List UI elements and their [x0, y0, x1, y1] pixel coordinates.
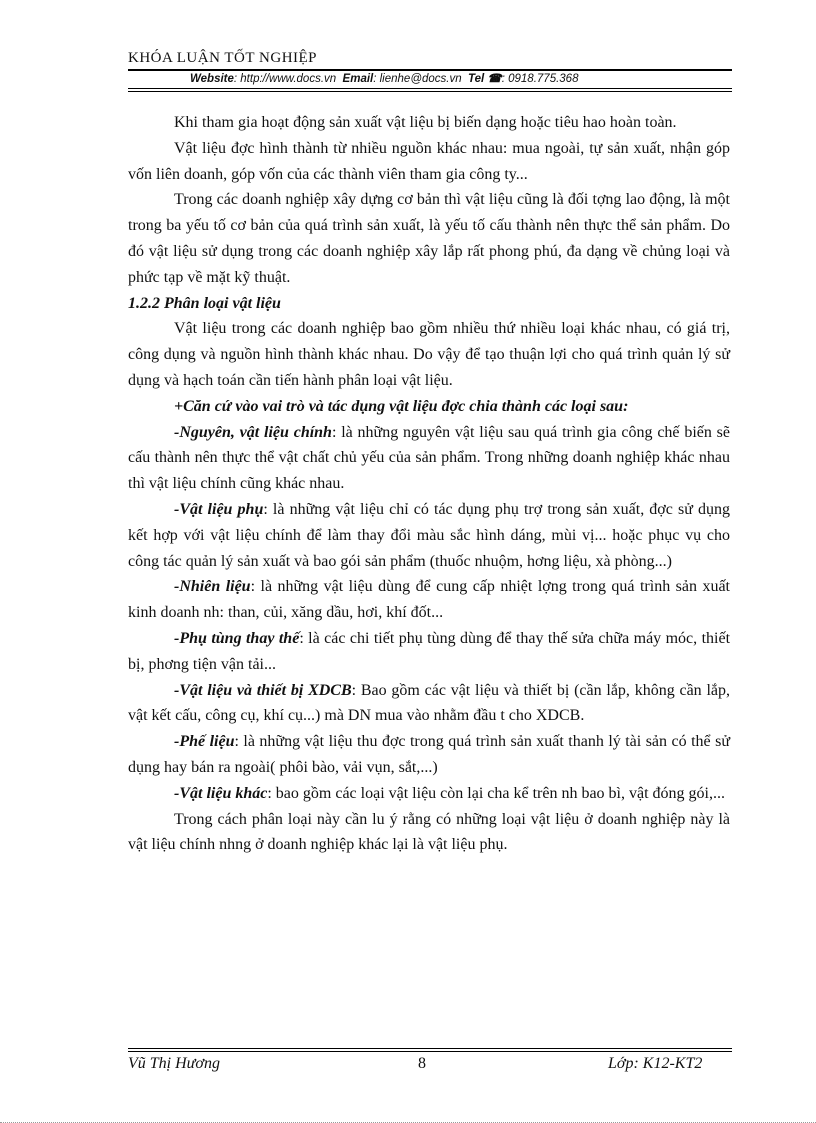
document-body	[128, 110, 730, 858]
section-heading: 1.2.2 Phân loại vật liệu	[128, 294, 281, 312]
list-item	[128, 497, 730, 574]
list-item	[128, 626, 730, 678]
definition: : bao gồm các loại vật liệu còn lại cha kể trên nh bao bì, vật đóng gói,...	[267, 784, 725, 802]
term: -Phế liệu	[174, 733, 235, 751]
paragraph: Trong các doanh nghiệp xây dựng cơ bản thì vật liệu cũng là đối tợng lao động, là một trong ba yếu tố cơ bản của quá trình sản xuất, là yếu tố cấu thành nên thực thể sản phẩm. Do đó vật liệu sử dụng trong các doanh nghiệp xây lắp rất phong phú, đa dạng về chủng loại và phức tạp về mặt kỹ thuật.	[128, 191, 730, 286]
header-divider-top	[128, 69, 732, 71]
document-header-title: KHÓA LUẬN TỐT NGHIỆP	[128, 50, 318, 66]
term: -Phụ tùng thay thế	[174, 629, 300, 647]
paragraph: Vật liệu đợc hình thành từ nhiều nguồn khác nhau: mua ngoài, tự sản xuất, nhận góp vốn liên doanh, góp vốn của các thành viên tham gia công ty...	[128, 139, 730, 183]
header-divider-bottom	[128, 88, 732, 89]
tel-label: Tel ☎	[468, 73, 502, 85]
term: -Nguyên, vật liệu chính	[174, 423, 332, 441]
term: -Nhiên liệu	[174, 578, 251, 596]
definition: : là những vật liệu thu đợc trong quá trình sản xuất thanh lý tài sản có thể sử dụng hay bán ra ngoài( phôi bào, vải vụn, sắt,...)	[128, 733, 730, 776]
email-label: Email	[342, 73, 374, 85]
list-item	[128, 678, 730, 730]
definition: : là những nguyên vật liệu sau quá trình gia công chế biến sẽ cấu thành nên thực thể vật chất chủ yếu của sản phẩm. Trong những doanh nghiệp khác nhau thì vật liệu chính cũng khác nhau.	[128, 423, 730, 493]
website-label: Website	[190, 73, 234, 85]
tel-value: : 0918.775.368	[501, 73, 579, 85]
page-number: 8	[418, 1055, 426, 1072]
classification-heading: +Căn cứ vào vai trò và tác dụng vật liệu đợc chia thành các loại sau:	[174, 397, 629, 415]
definition: : là những vật liệu dùng để cung cấp nhiệt lợng trong quá trình sản xuất kinh doanh nh: than, củi, xăng dầu, hơi, khí đốt...	[128, 578, 730, 622]
definition: : là các chi tiết phụ tùng dùng để thay thế sửa chữa máy móc, thiết bị, phơng tiện vận tải...	[128, 629, 731, 673]
list-item	[128, 729, 730, 781]
term: -Vật liệu và thiết bị XDCB	[174, 681, 352, 699]
definition: : Bao gồm các vật liệu và thiết bị (cần lắp, không cần lắp, vật kết cấu, công cụ, khí cụ...) mà DN mua vào nhằm đầu t cho XDCB.	[128, 681, 730, 725]
footer-divider-bottom	[128, 1051, 732, 1052]
list-item	[128, 420, 730, 497]
footer-class: Lớp: K12-KT2	[608, 1055, 703, 1072]
paragraph: Vật liệu trong các doanh nghiệp bao gồm nhiều thứ nhiều loại khác nhau, có giá trị, công dụng và nguồn hình thành khác nhau. Do vậy để tạo thuận lợi cho quá trình quản lý sử dụng và hạch toán cần tiến hành phân loại vật liệu.	[128, 320, 730, 389]
header-contact-line	[190, 71, 578, 85]
definition: : là những vật liệu chỉ có tác dụng phụ trợ trong sản xuất, đợc sử dụng kết hợp với vật liệu chính để làm thay đổi màu sắc hình dáng, mùi vị... hoặc phục vụ cho công tác quản lý sản xuất và bao gói sản phẩm (thuốc nhuộm, hơng liệu, xà phòng...)	[128, 500, 730, 570]
term: -Vật liệu khác	[174, 784, 268, 802]
list-item	[128, 574, 730, 626]
website-value: : http://www.docs.vn	[233, 73, 337, 85]
header-divider-double	[128, 91, 732, 92]
term: -Vật liệu phụ	[174, 500, 264, 518]
footer-divider-top	[128, 1048, 732, 1049]
footer-author: Vũ Thị Hương	[128, 1055, 220, 1072]
list-item	[128, 781, 730, 807]
email-value: : lienhe@docs.vn	[373, 73, 462, 85]
paragraph: Khi tham gia hoạt động sản xuất vật liệu bị biến dạng hoặc tiêu hao hoàn toàn.	[174, 114, 677, 131]
paragraph: Trong cách phân loại này cần lu ý rằng có những loại vật liệu ở doanh nghiệp này là vật liệu chính nhng ở doanh nghiệp khác lại là vật liệu phụ.	[128, 810, 730, 854]
